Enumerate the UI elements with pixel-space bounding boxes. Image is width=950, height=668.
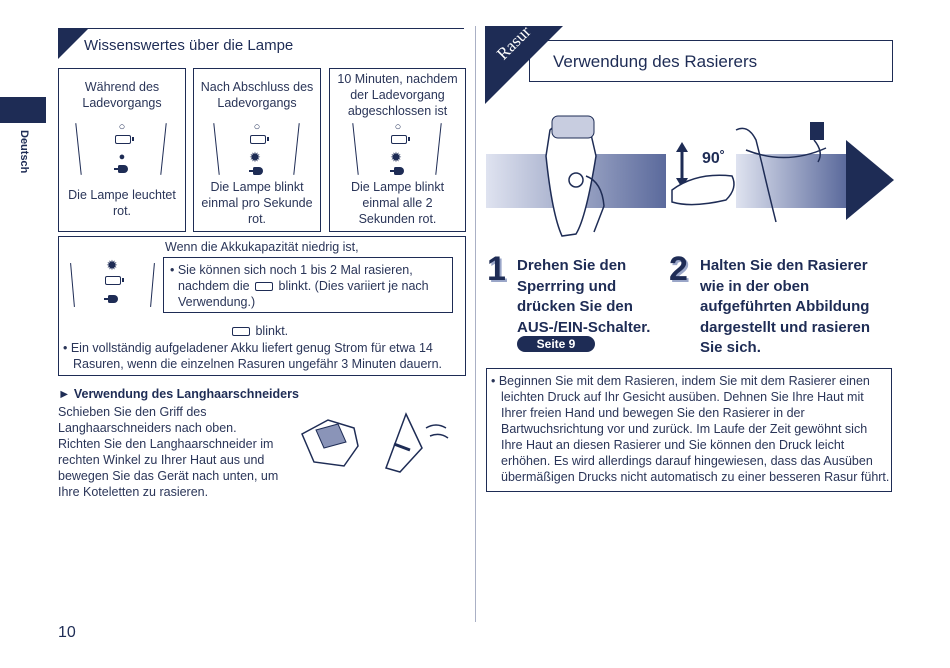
low-battery-box [58, 236, 466, 376]
info-line: Bartwuchsrichtung vor und zurück. Im Laufe der Zeit gewöhnt sich [501, 422, 868, 436]
info-line: erhöhen. Es wird allerdings darauf hingewiesen, dass das Ausüben [501, 454, 873, 468]
section-title: Verwendung des Rasierers [553, 52, 758, 71]
indicator-line [70, 263, 75, 307]
lamp-box-head-line: abgeschlossen ist [347, 104, 448, 118]
column-divider [475, 26, 476, 622]
step-2-number: 2 [669, 250, 688, 288]
lamp-box-foot-line: einmal alle 2 [362, 196, 433, 210]
trimmer-body-line: Richten Sie den Langhaarschneider im [58, 437, 274, 451]
lamp-blink-icon: ✹ [249, 149, 261, 165]
plug-icon [108, 295, 118, 303]
battery-icon [115, 135, 131, 144]
indicator-line [435, 123, 441, 175]
callout-line: • Sie können sich noch 1 bis 2 Mal rasieren, [170, 263, 413, 277]
info-line: leichten Druck auf Ihr Gesicht ausüben. Dehnen Sie Ihre Haut mit [501, 390, 864, 404]
plug-icon [253, 167, 263, 175]
indicator-line [160, 123, 166, 175]
lamp-box-foot-line: Die Lampe blinkt [350, 180, 445, 194]
trimmer-body [58, 404, 278, 500]
trimmer-illustration [294, 406, 454, 478]
indicator-line [213, 123, 219, 175]
rasur-tag: Rasur [493, 21, 535, 64]
step-1-text [517, 256, 650, 338]
lamp-off-icon: ○ [118, 121, 126, 133]
lamp-box-foot-line: Die Lampe blinkt [210, 180, 304, 194]
lamp-on-icon: ● [118, 151, 126, 163]
low-battery-note-line: • Ein vollständig aufgeladener Akku liefert genug Strom für etwa 14 [63, 341, 433, 355]
trimmer-body-line: bewegen Sie das Gerät nach unten, um [58, 469, 279, 483]
trimmer-body-line: Ihre Koteletten zu rasieren. [58, 485, 209, 499]
lamp-box-head-line: Ladevorgangs [82, 96, 162, 110]
step-line: aufgeführten Abbildung [700, 298, 870, 315]
step-2-text [700, 256, 870, 359]
step-line: AUS-/EIN-Schalter. [517, 318, 651, 336]
low-battery-callout [163, 257, 453, 313]
blink-text: blinkt. [255, 324, 289, 338]
lamp-box-foot-line: einmal pro Sekunde [201, 196, 313, 210]
lamp-box-charging [58, 68, 186, 232]
low-battery-note-line: Rasuren, wenn die einzelnen Rasuren ungefähr 3 Minuten dauern. [73, 357, 442, 371]
lamp-box-head-line: Nach Abschluss des [200, 80, 314, 94]
info-line: • Beginnen Sie mit dem Rasieren, indem Sie mit dem Rasierer einen [491, 374, 870, 388]
lamp-box-foot-line: rot. [247, 212, 267, 226]
callout-line: blinkt. (Dies variiert je nach [278, 279, 429, 293]
step-line: drücken Sie den [517, 298, 633, 315]
shaver-illustration [486, 110, 894, 246]
shaving-info-box [486, 368, 892, 492]
lamp-off-icon: ○ [253, 121, 261, 133]
battery-icon [250, 135, 266, 144]
trimmer-body-line: rechten Winkel zu Ihrer Haut aus und [58, 453, 265, 467]
indicator-line [293, 123, 299, 175]
lamp-box-foot-line: Sekunden rot. [358, 212, 437, 226]
lamp-box-foot-line: Die Lampe leuchtet [68, 188, 176, 202]
page-reference-badge[interactable]: Seite 9 [517, 336, 595, 352]
battery-icon [255, 282, 273, 291]
lamp-box-head-line: Ladevorgangs [217, 96, 297, 110]
lamp-box-head-line: Während des [84, 80, 160, 94]
indicator-line [75, 123, 81, 175]
trimmer-heading: ► Verwendung des Langhaarschneiders [58, 387, 299, 401]
lamp-section-title: Wissenswertes über die Lampe [84, 37, 294, 54]
step-line: Halten Sie den Rasierer [700, 257, 868, 274]
lamp-box-charged [193, 68, 321, 232]
callout-line: nachdem die [178, 279, 250, 293]
info-line: übermäßigen Drucks nicht automatisch zu einer besseren Rasur führt. [501, 470, 890, 484]
info-line: Ihre Haut an diesen Rasierer und Sie können den Druck leicht [501, 438, 845, 452]
lamp-blink-icon: ✹ [106, 257, 118, 273]
lamp-box-foot-line: rot. [112, 204, 132, 218]
language-tab-label: Deutsch [18, 130, 30, 174]
plug-icon [394, 167, 404, 175]
callout-line: Verwendung.) [178, 295, 256, 309]
step-line: Sperrring und [517, 277, 617, 295]
page-number: 10 [58, 624, 76, 641]
trimmer-body-line: Langhaarschneiders nach oben. [58, 421, 237, 435]
step-line: dargestellt und rasieren [700, 318, 871, 336]
lamp-box-after-10-min [329, 68, 466, 232]
plug-icon [118, 165, 128, 173]
angle-label: 90˚ [702, 150, 726, 167]
indicator-line [150, 263, 155, 307]
language-tab [0, 97, 46, 123]
lamp-blink-icon: ✹ [390, 149, 402, 165]
info-line: Ihrer freien Hand und bewegen Sie den Rasierer in der [501, 406, 805, 420]
trimmer-body-line: Schieben Sie den Griff des [58, 405, 207, 419]
battery-icon [391, 135, 407, 144]
lamp-section-header [58, 28, 464, 59]
battery-icon [105, 276, 121, 285]
lamp-box-head-line: der Ladevorgang [350, 88, 445, 102]
lamp-box-head-line: 10 Minuten, nachdem [337, 72, 458, 86]
step-line: wie in der oben [700, 277, 810, 295]
lamp-off-icon: ○ [394, 121, 402, 133]
indicator-line [352, 123, 358, 175]
step-1-number: 1 [487, 250, 506, 288]
low-battery-heading: Wenn die Akkukapazität niedrig ist, [165, 240, 359, 254]
step-line: Drehen Sie den [517, 257, 627, 274]
step-line: Sie sich. [700, 339, 761, 356]
battery-icon [232, 327, 250, 336]
